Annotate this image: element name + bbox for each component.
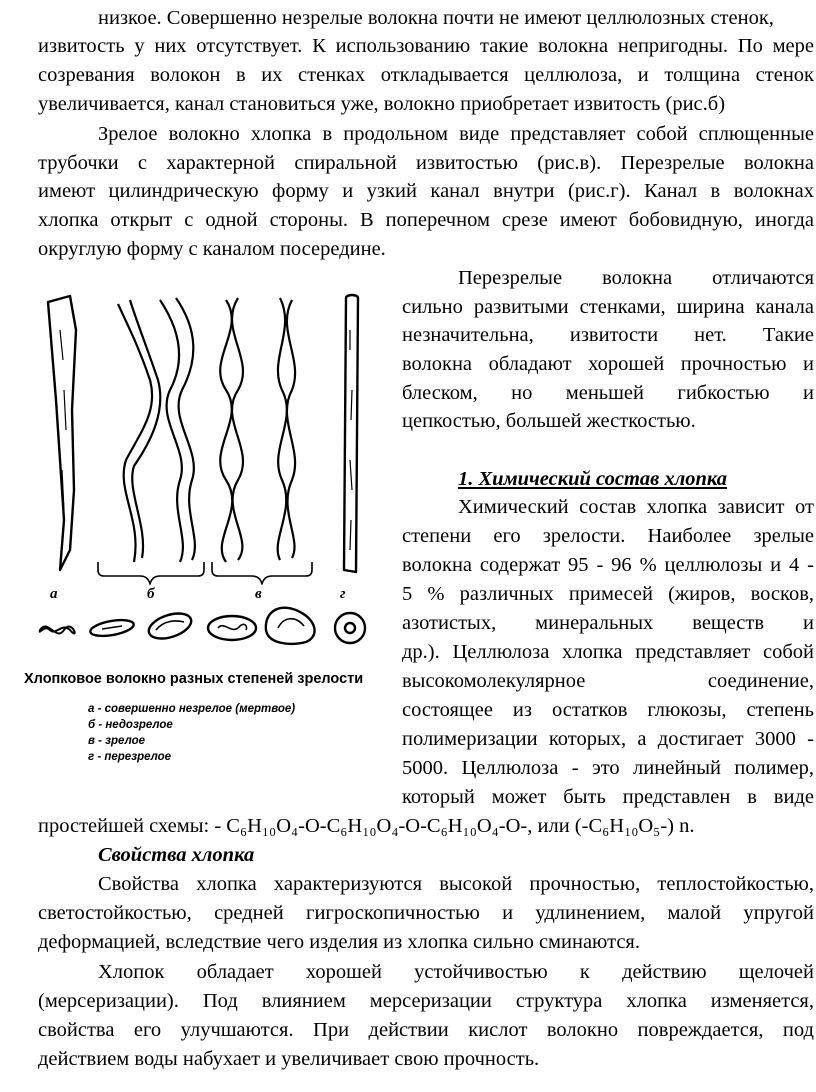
s2-p1-line-3: деформацией, вследствие чего изделия из хлопка сильно сминаются. bbox=[38, 931, 640, 953]
figure-label-v: в bbox=[255, 586, 262, 602]
p3-line-5: блеском, но меньшей гибкостью и bbox=[402, 382, 814, 404]
legend-item-a: а - совершенно незрелое (мертвое) bbox=[88, 703, 296, 715]
fiber-v1 bbox=[220, 298, 243, 562]
s1-line-9: полимеризации которых, а достигает 3000 - bbox=[402, 728, 814, 750]
section-b2 bbox=[146, 609, 195, 644]
section-g bbox=[335, 613, 365, 643]
s2-p2-line-3: свойства его улучшаются. При действии кислот волокно повреждается, под bbox=[38, 1019, 814, 1041]
s1-line-11: который может быть представлен в виде bbox=[402, 786, 814, 808]
legend-item-b: б - недозрелое bbox=[88, 719, 173, 731]
section-v1 bbox=[208, 616, 256, 640]
fiber-a bbox=[48, 296, 76, 570]
s1-line-2: степени его зрелости. Наиболее зрелые bbox=[402, 525, 814, 547]
s1-line-4: 5 % различных примесей (жиров, восков, bbox=[402, 583, 814, 605]
s1-line-7: высокомолекулярное соединение, bbox=[402, 670, 814, 692]
section-b1 bbox=[89, 617, 135, 638]
p2-line-3: имеют цилиндрическую форму и узкий канал внутри (рис.г). Канал в волокнах bbox=[38, 180, 814, 202]
p3-line-4: волокна обладают хорошей прочностью и bbox=[402, 353, 814, 375]
figure-caption: Хлопковое волокно разных степеней зрелости bbox=[24, 671, 364, 687]
s1-line-1: Химический состав хлопка зависит от bbox=[458, 496, 814, 518]
p1-line-1: низкое. Совершенно незрелые волокна почти не имеют целлюлозных стенок, bbox=[98, 7, 774, 29]
legend-item-g: г - перезрелое bbox=[88, 751, 172, 763]
fiber-b2 bbox=[160, 298, 195, 562]
brace-b bbox=[98, 562, 204, 584]
p1-line-2: извитость у них отсутствует. К использованию такие волокна непригодны. По мере bbox=[38, 35, 814, 57]
p3-line-3: незначительна, извитости нет. Такие bbox=[402, 324, 814, 346]
s1-line-3: волокна содержат 95 - 96 % целлюлозы и 4 - bbox=[402, 554, 814, 576]
s1-line-10: 5000. Целлюлоза - это линейный полимер, bbox=[402, 757, 814, 779]
p2-line-4: хлопка открыт с одной стороны. В поперечном срезе имеют бобовидную, иногда bbox=[38, 209, 814, 231]
fiber-b1 bbox=[118, 300, 160, 562]
brace-v bbox=[212, 562, 312, 584]
legend-item-v: в - зрелое bbox=[88, 735, 146, 747]
formula-line: простейшей схемы: - C₆H₁₀O₄-O-C₆H₁₀O₄-O-C₆H₁₀O₄-O-, или (-C₆H₁₀O₅-) n. bbox=[38, 815, 695, 837]
p1-line-3: созревания волокон в их стенках откладывается целлюлоза, и толщина стенок bbox=[38, 64, 814, 86]
section-v2 bbox=[266, 608, 315, 644]
cotton-fibers-illustration bbox=[30, 290, 390, 650]
section-a bbox=[40, 627, 75, 634]
p1-line-4: увеличивается, канал становиться уже, волокно приобретает извитость (рис.б) bbox=[38, 93, 726, 115]
section1-heading: 1. Химический состав хлопка bbox=[458, 468, 727, 490]
section2-heading: Свойства хлопка bbox=[98, 844, 255, 866]
figure-label-a: а bbox=[50, 586, 58, 602]
p2-line-2: трубочки с характерной спиральной извитостью (рис.в). Перезрелые волокна bbox=[38, 152, 814, 174]
figure-label-g: г bbox=[340, 586, 346, 602]
figure-label-b: б bbox=[147, 586, 155, 602]
s2-p2-line-1: Хлопок обладает хорошей устойчивостью к действию щелочей bbox=[98, 961, 814, 983]
s2-p1-line-2: светостойкостью, средней гигроскопичностью и удлинением, малой упругой bbox=[38, 902, 814, 924]
s1-line-8: состоящее из остатков глюкозы, степень bbox=[402, 699, 814, 721]
s2-p2-line-2: (мерсеризации). Под влиянием мерсеризации структура хлопка изменяется, bbox=[38, 990, 814, 1012]
p3-line-1: Перезрелые волокна отличаются bbox=[458, 267, 814, 289]
fiber-g bbox=[344, 295, 358, 572]
fiber-v2 bbox=[278, 298, 295, 560]
s2-p1-line-1: Свойства хлопка характеризуются высокой прочностью, теплостойкостью, bbox=[98, 873, 814, 895]
s2-p2-line-4: действием воды набухает и увеличивает свою прочность. bbox=[38, 1048, 540, 1070]
p2-line-5: округлую форму с каналом посередине. bbox=[38, 238, 386, 260]
s1-line-6: др.). Целлюлоза хлопка представляет собой bbox=[402, 641, 814, 663]
p2-line-1: Зрелое волокно хлопка в продольном виде представляет собой сплющенные bbox=[98, 123, 814, 145]
p3-line-2: сильно развитыми стенками, ширина канала bbox=[402, 296, 814, 318]
s1-line-5: азотистых, минеральных веществ и bbox=[402, 612, 814, 634]
p3-line-6: цепкостью, большей жесткостью. bbox=[402, 410, 696, 432]
